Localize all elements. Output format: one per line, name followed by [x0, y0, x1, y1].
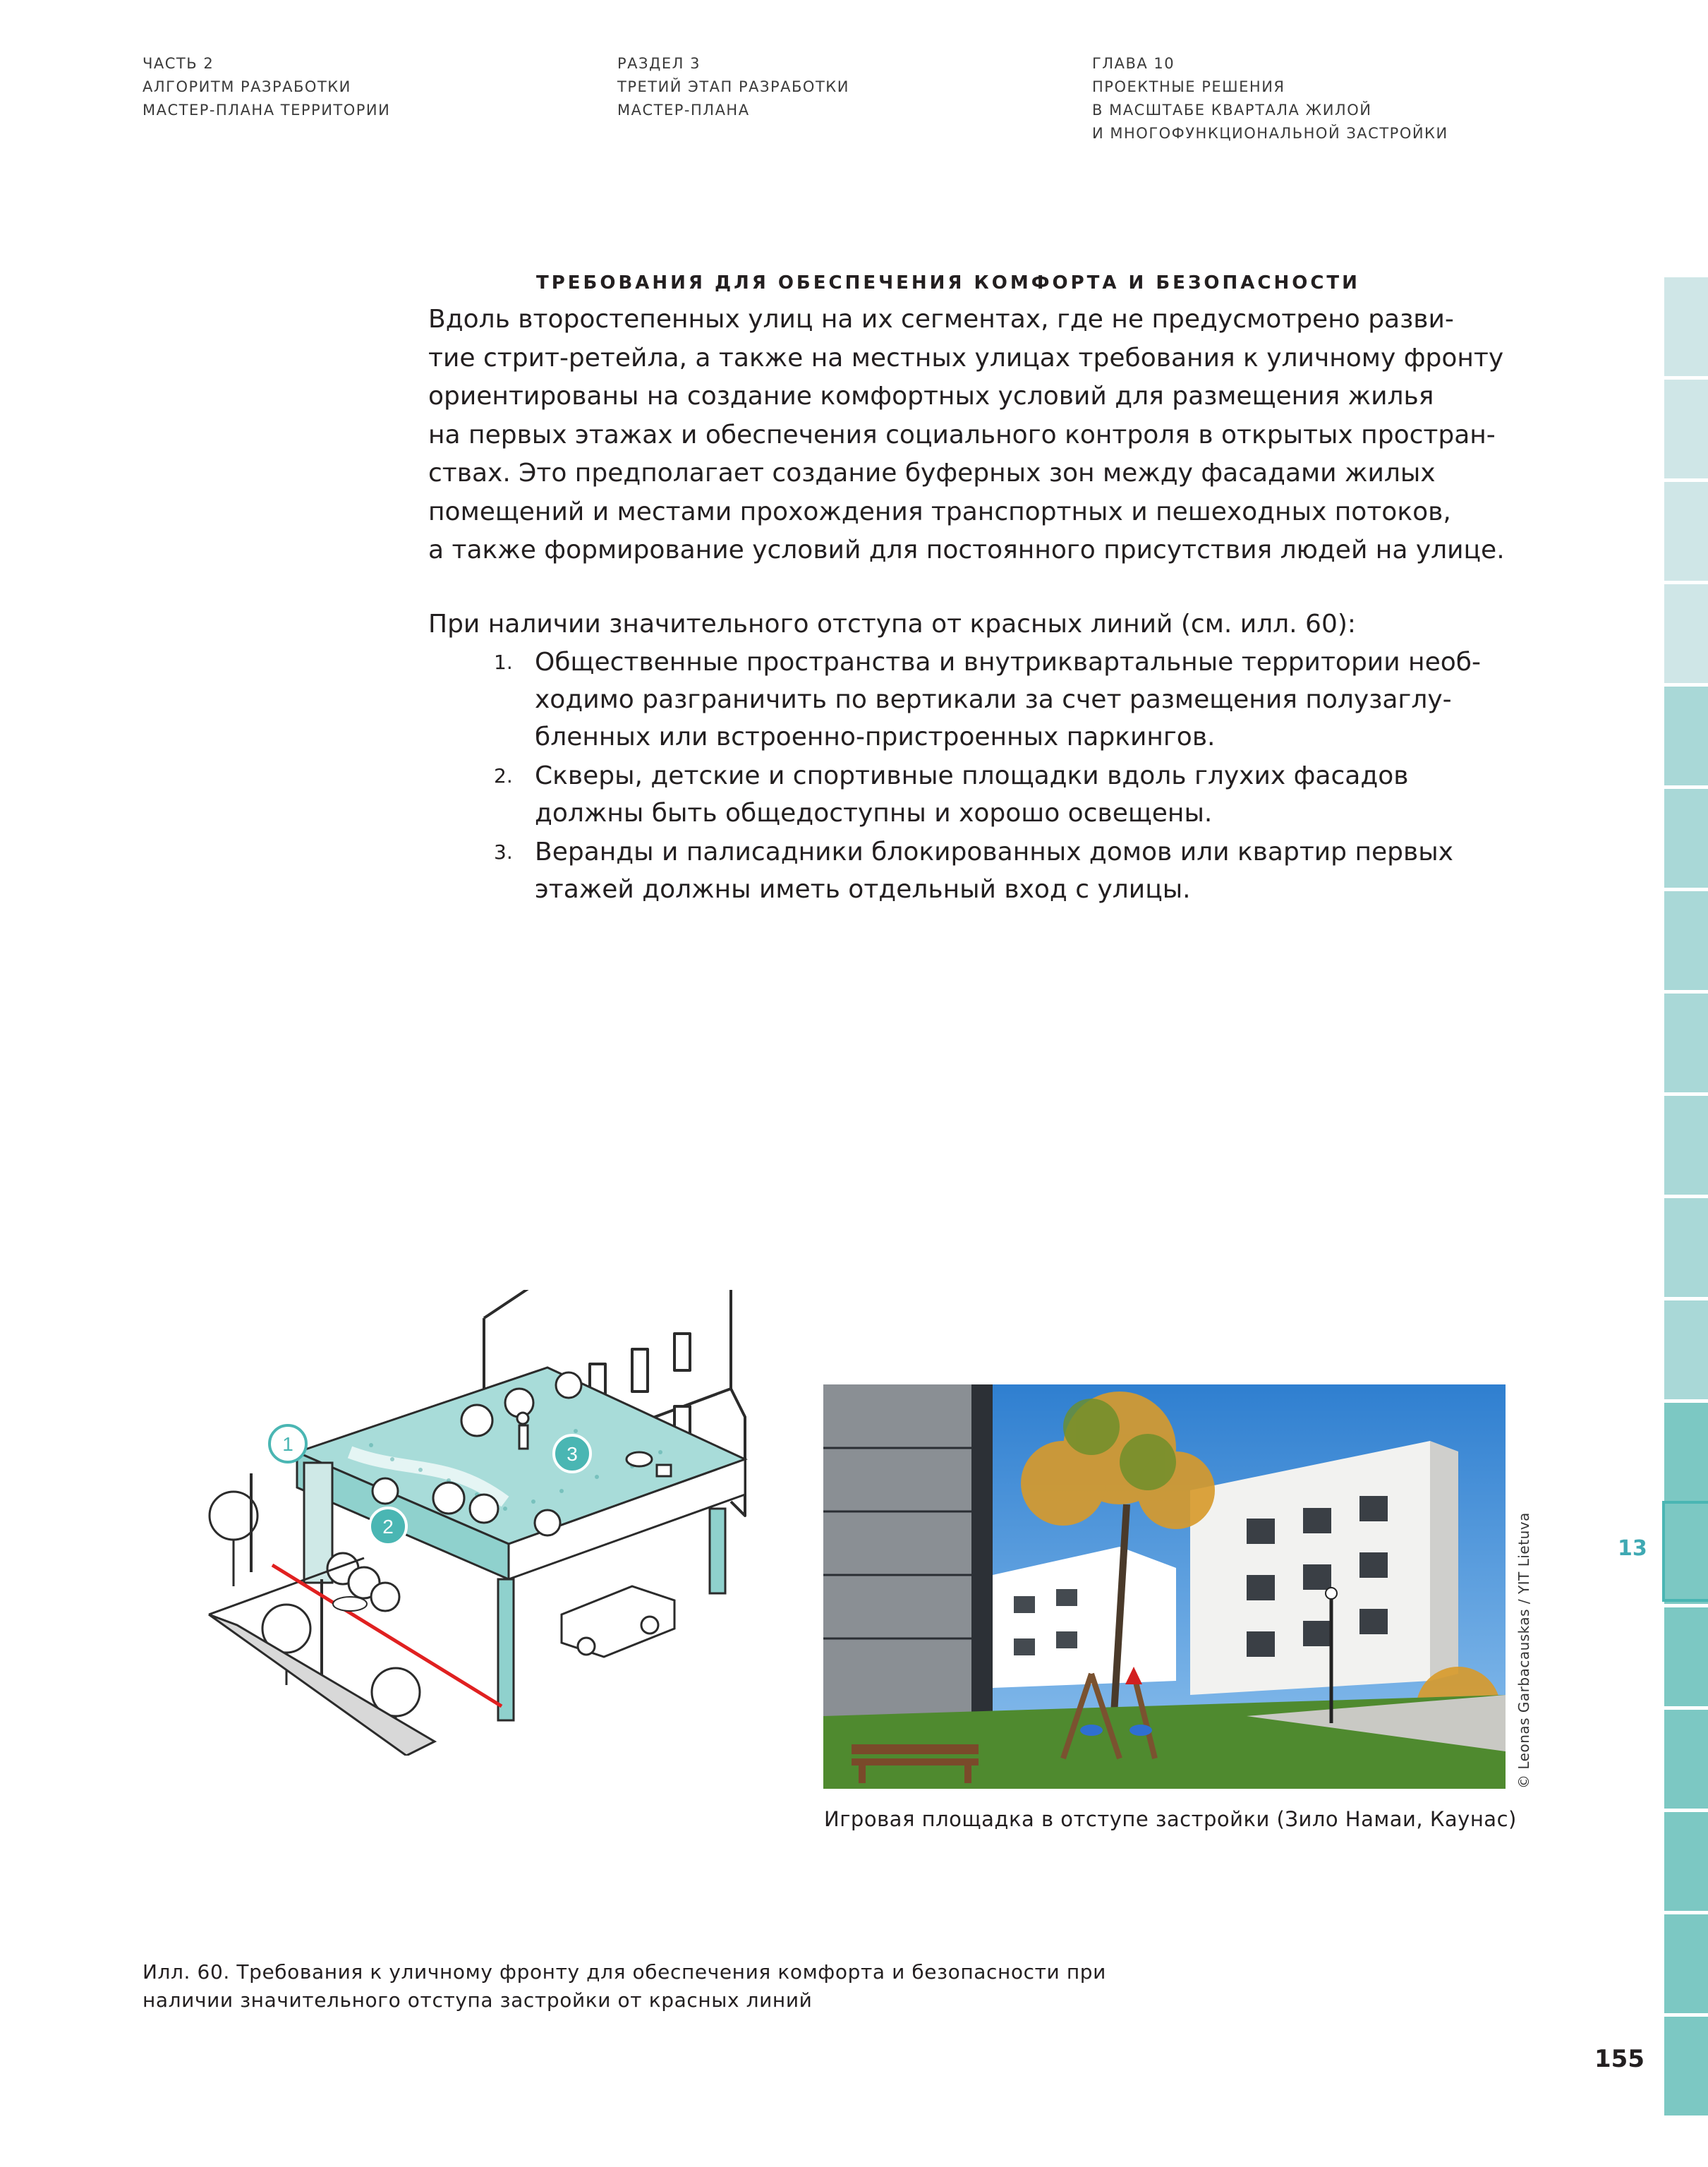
- photo-credit: © Leonas Garbacauskas / YIT Lietuva: [1515, 1512, 1532, 1789]
- chapter-tab[interactable]: [1664, 1914, 1708, 2013]
- marker-2: [370, 1508, 406, 1545]
- numbered-list: [494, 644, 1481, 910]
- list-number: 2.: [494, 764, 513, 787]
- chapter-tab[interactable]: [1664, 1300, 1708, 1399]
- chapter-tab[interactable]: [1664, 1607, 1708, 1706]
- isometric-illustration: [138, 1290, 773, 1756]
- chapter-tab[interactable]: [1664, 2017, 1708, 2115]
- header-chapter: [1092, 52, 1448, 145]
- paragraph-line: а также формирование условий для постоянного присутствия людей на улице.: [428, 536, 1505, 565]
- chapter-tab[interactable]: [1664, 1096, 1708, 1195]
- figure-caption-line: наличии значительного отступа застройки от красных линий: [143, 1988, 813, 2012]
- header-part-line: АЛГОРИТМ РАЗРАБОТКИ: [143, 78, 351, 95]
- chapter-tab[interactable]: [1664, 482, 1708, 581]
- chapter-tab[interactable]: [1664, 1710, 1708, 1809]
- list-line: бленных или встроенно-пристроенных паркингов.: [535, 723, 1216, 751]
- chapter-tab[interactable]: [1664, 789, 1708, 888]
- list-intro: При наличии значительного отступа от красных линий (см. илл. 60):: [428, 610, 1357, 639]
- header-chapter-line: И МНОГОФУНКЦИОНАЛЬНОЙ ЗАСТРОЙКИ: [1092, 125, 1448, 142]
- list-line: ходимо разграничить по вертикали за счет размещения полузаглу-: [535, 685, 1452, 714]
- header-section: [617, 52, 849, 122]
- header-part-line: МАСТЕР-ПЛАНА ТЕРРИТОРИИ: [143, 102, 391, 119]
- list-line: этажей должны иметь отдельный вход с улицы.: [535, 875, 1191, 904]
- marker-3-label: 3: [567, 1443, 578, 1465]
- chapter-tab[interactable]: [1664, 891, 1708, 990]
- header-part: [143, 52, 390, 122]
- chapter-tab[interactable]: [1664, 1403, 1708, 1502]
- header-chapter-line: ГЛАВА 10: [1092, 55, 1175, 72]
- body-paragraph: [428, 301, 1557, 570]
- header-chapter-line: ПРОЕКТНЫЕ РЕШЕНИЯ: [1092, 78, 1285, 95]
- header-part-line: ЧАСТЬ 2: [143, 55, 214, 72]
- chapter-tab[interactable]: [1664, 584, 1708, 683]
- header-chapter-line: В МАСШТАБЕ КВАРТАЛА ЖИЛОЙ: [1092, 102, 1372, 119]
- list-line: должны быть общедоступны и хорошо освещены.: [535, 799, 1213, 828]
- chapter-tab[interactable]: [1664, 1198, 1708, 1297]
- chapter-tab[interactable]: [1664, 277, 1708, 376]
- marker-2-label: 2: [382, 1516, 394, 1538]
- list-item: [494, 757, 1481, 832]
- page-number: 155: [1594, 2045, 1645, 2073]
- chapter-tab[interactable]: [1664, 994, 1708, 1092]
- chapter-tab-label: 13: [1618, 1536, 1647, 1561]
- paragraph-line: ориентированы на создание комфортных условий для размещения жилья: [428, 382, 1434, 411]
- marker-3: [554, 1435, 590, 1472]
- chapter-tab[interactable]: [1664, 687, 1708, 785]
- header-section-line: РАЗДЕЛ 3: [617, 55, 701, 72]
- list-line: Скверы, детские и спортивные площадки вдоль глухих фасадов: [535, 761, 1409, 790]
- section-title: ТРЕБОВАНИЯ ДЛЯ ОБЕСПЕЧЕНИЯ КОМФОРТА И БЕЗОПАСНОСТИ: [536, 272, 1360, 294]
- chapter-tab-strip[interactable]: [1664, 277, 1708, 2119]
- paragraph-line: на первых этажах и обеспечения социального контроля в открытых простран-: [428, 420, 1496, 449]
- paragraph-line: помещений и местами прохождения транспортных и пешеходных потоков,: [428, 497, 1451, 526]
- photo-caption: Игровая площадка в отступе застройки (Зило Намаи, Каунас): [824, 1807, 1517, 1831]
- chapter-tab[interactable]: [1664, 380, 1708, 478]
- list-line: Общественные пространства и внутриквартальные территории необ-: [535, 648, 1481, 677]
- list-item: [494, 644, 1481, 756]
- marker-1-label: 1: [282, 1433, 293, 1455]
- figure-caption-line: Илл. 60. Требования к уличному фронту для обеспечения комфорта и безопасности при: [143, 1960, 1106, 1984]
- list-item: [494, 833, 1481, 908]
- marker-1: [269, 1425, 306, 1462]
- header-section-line: ТРЕТИЙ ЭТАП РАЗРАБОТКИ: [617, 78, 849, 95]
- list-number: 3.: [494, 840, 513, 864]
- playground-photo: [823, 1384, 1506, 1789]
- list-line: Веранды и палисадники блокированных домов или квартир первых: [535, 838, 1453, 867]
- paragraph-line: Вдоль второстепенных улиц на их сегментах, где не предусмотрено разви-: [428, 305, 1454, 334]
- chapter-tab[interactable]: [1664, 1812, 1708, 1911]
- figure-caption: [143, 1958, 1106, 2015]
- active-chapter-tab[interactable]: [1662, 1501, 1708, 1602]
- header-section-line: МАСТЕР-ПЛАНА: [617, 102, 750, 119]
- list-number: 1.: [494, 651, 513, 674]
- paragraph-line: тие стрит-ретейла, а также на местных улицах требования к уличному фронту: [428, 343, 1504, 373]
- paragraph-line: ствах. Это предполагает создание буферных зон между фасадами жилых: [428, 459, 1436, 488]
